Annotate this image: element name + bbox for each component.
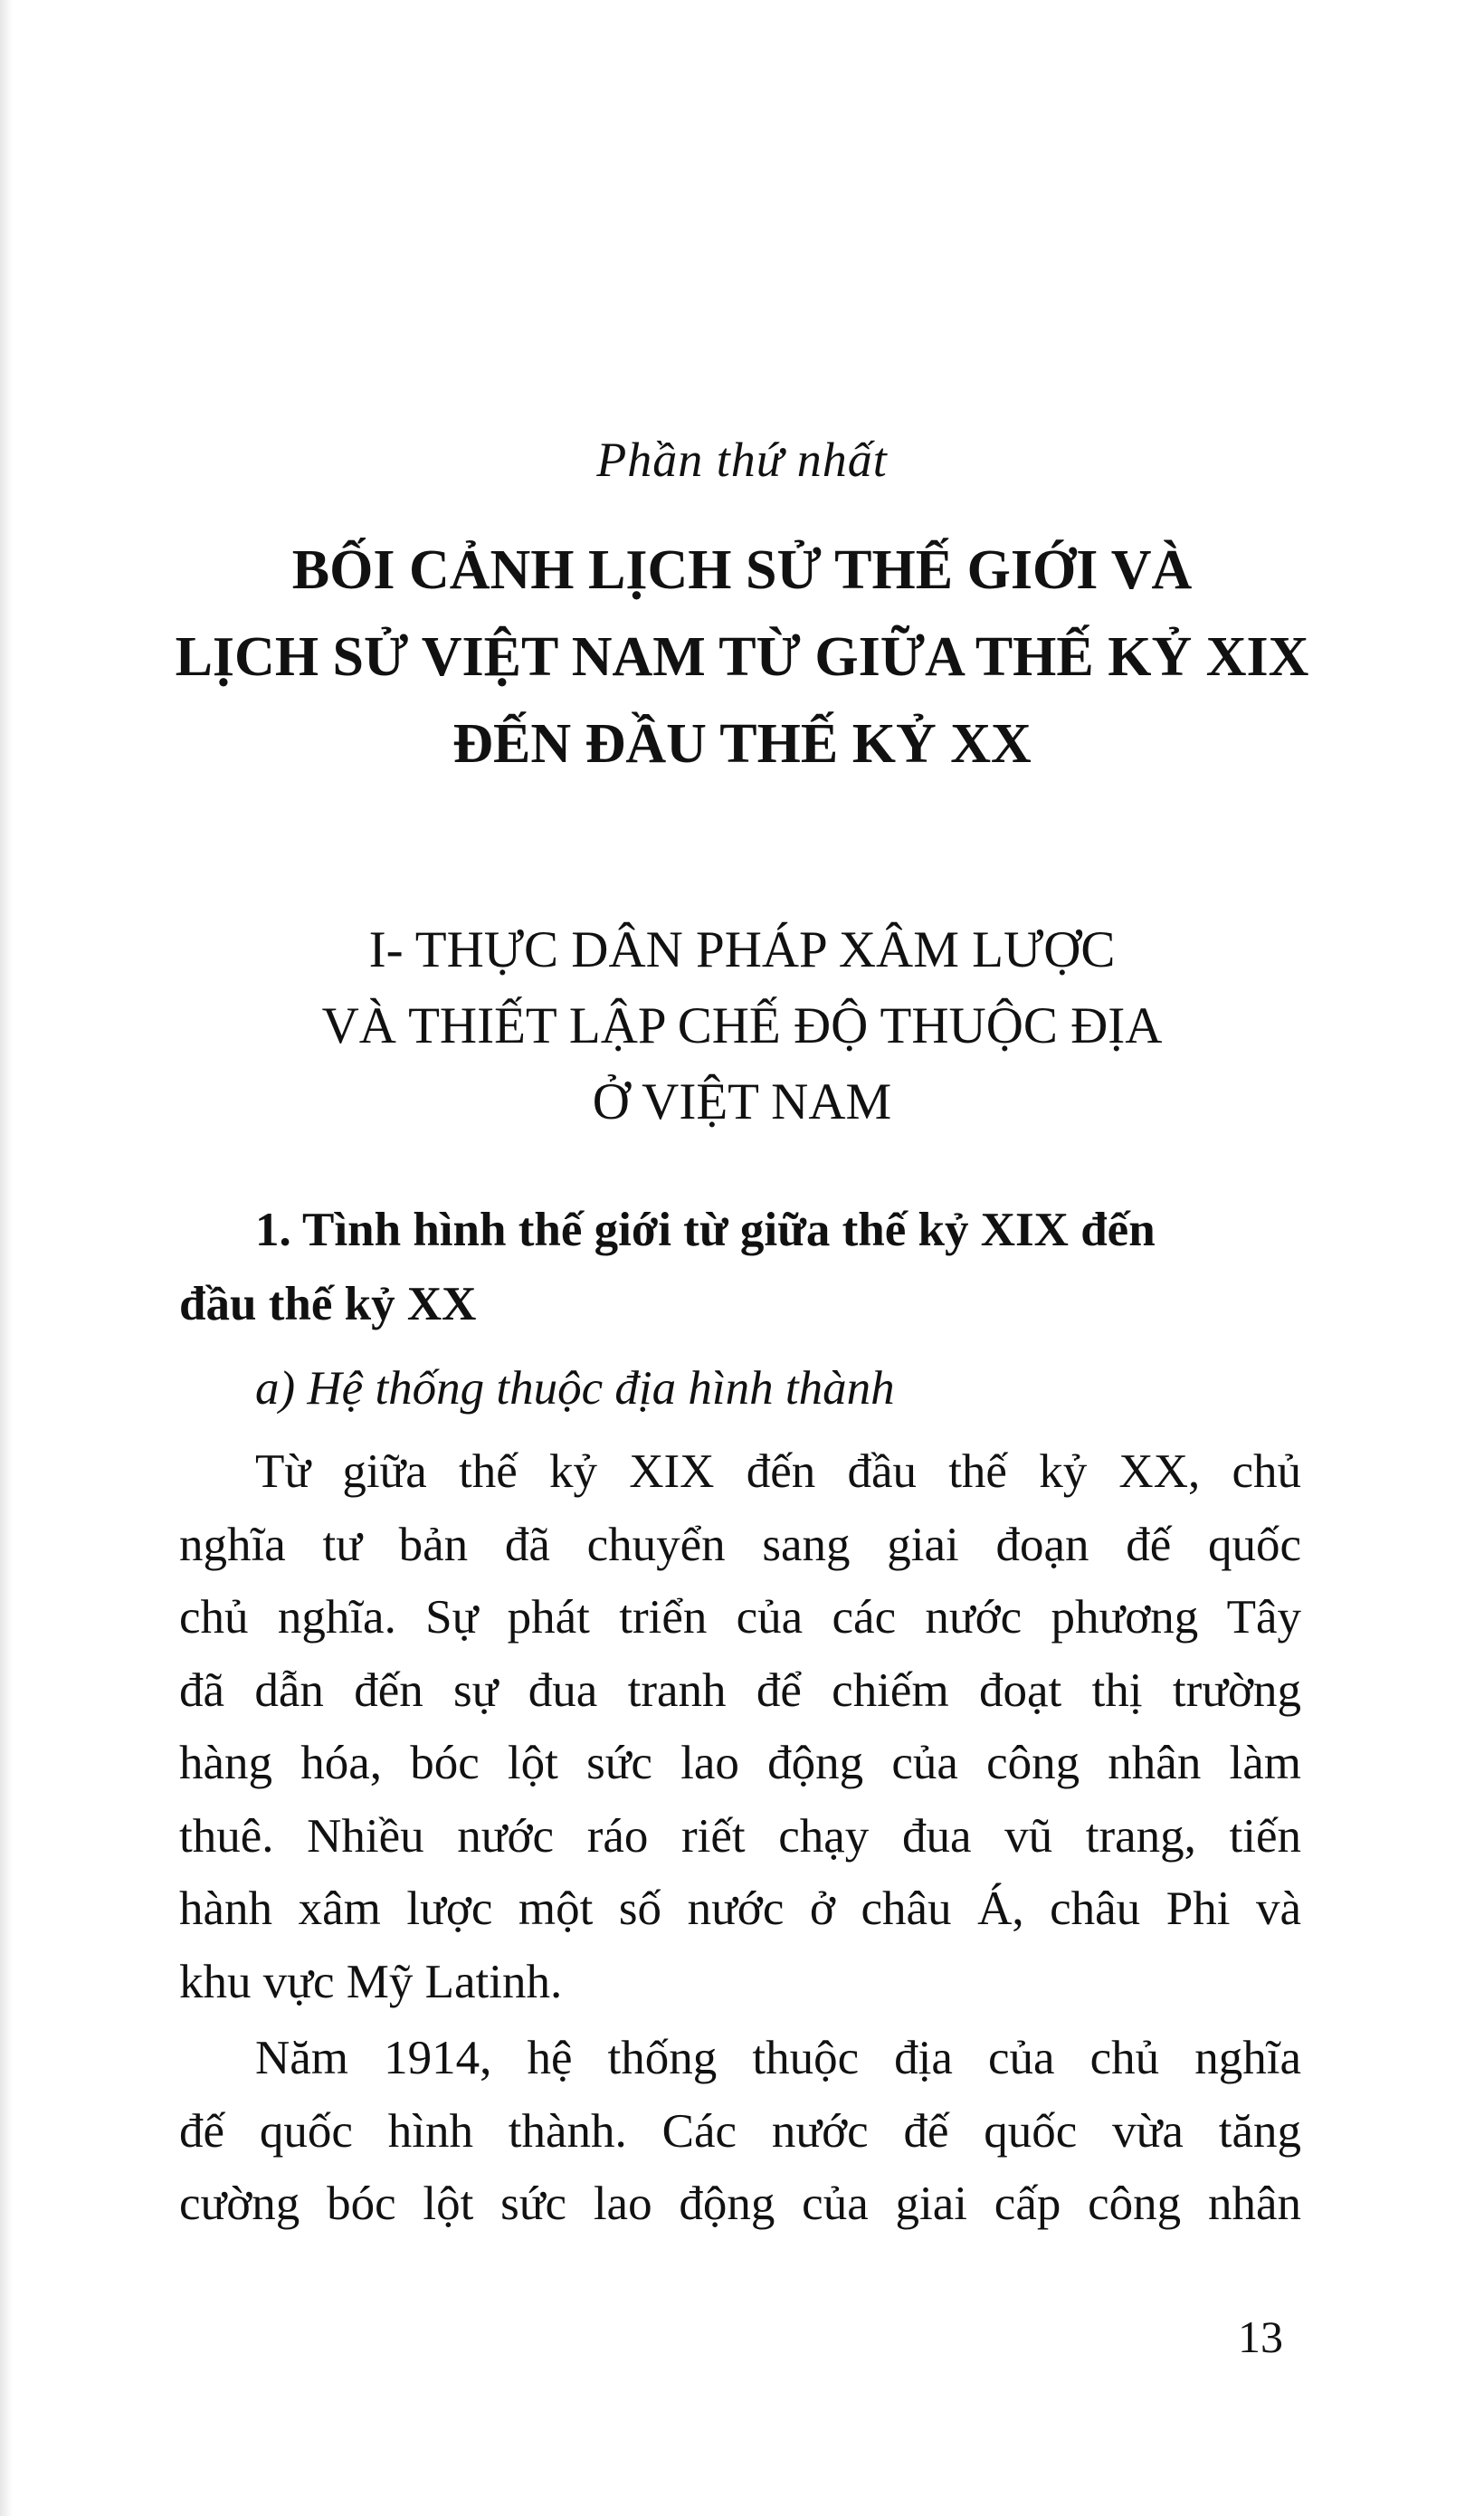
subsection-title [179,1193,1301,1341]
paragraph-line: thuê. Nhiều nước ráo riết chạy đua vũ trang, tiến [179,1809,1301,1863]
sub-heading: a) Hệ thống thuộc địa hình thành [255,1362,895,1415]
section-title-line: Ở VIỆT NAM [592,1073,892,1130]
page-number: 13 [1238,2311,1283,2362]
paragraph-line: chủ nghĩa. Sự phát triển của các nước phương Tây [179,1591,1301,1644]
paragraph-line: đã dẫn đến sự đua tranh để chiếm đoạt thị trường [179,1663,1301,1717]
part-label: Phần thứ nhất [596,433,888,487]
page-edge [0,0,13,2516]
paragraph-line: cường bóc lột sức lao động của giai cấp công nhân [179,2178,1301,2230]
section-title-line: VÀ THIẾT LẬP CHẾ ĐỘ THUỘC ĐỊA [321,997,1163,1054]
subsection-title-line: đầu thế kỷ XX [179,1278,477,1330]
section-title [136,912,1348,1140]
paragraph-line: Năm 1914, hệ thống thuộc địa của chủ nghĩa [255,2032,1301,2084]
book-title-line: LỊCH SỬ VIỆT NAM TỪ GIỮA THẾ KỶ XIX [175,626,1309,688]
paragraph-line: nghĩa tư bản đã chuyển sang giai đoạn đế quốc [179,1518,1301,1571]
paragraph-line: khu vực Mỹ Latinh. [179,1955,563,2008]
paragraph-line: Từ giữa thế kỷ XIX đến đầu thế kỷ XX, chủ [255,1445,1301,1498]
paragraph-line: đế quốc hình thành. Các nước đế quốc vừa tăng [179,2104,1301,2158]
book-title-line: BỐI CẢNH LỊCH SỬ THẾ GIỚI VÀ [291,539,1193,601]
subsection-title-line: 1. Tình hình thế giới từ giữa thế kỷ XIX đến [255,1204,1156,1256]
section-title-line: I- THỰC DÂN PHÁP XÂM LƯỢC [368,921,1116,978]
book-title-line: ĐẾN ĐẦU THẾ KỶ XX [452,713,1032,775]
paragraph-line: hành xâm lược một số nước ở châu Á, châu Phi và [179,1882,1301,1935]
paragraph [179,2022,1301,2241]
paragraph-line: hàng hóa, bóc lột sức lao động của công nhân làm [179,1737,1301,1789]
paragraph [179,1435,1301,2018]
book-title [136,527,1348,787]
